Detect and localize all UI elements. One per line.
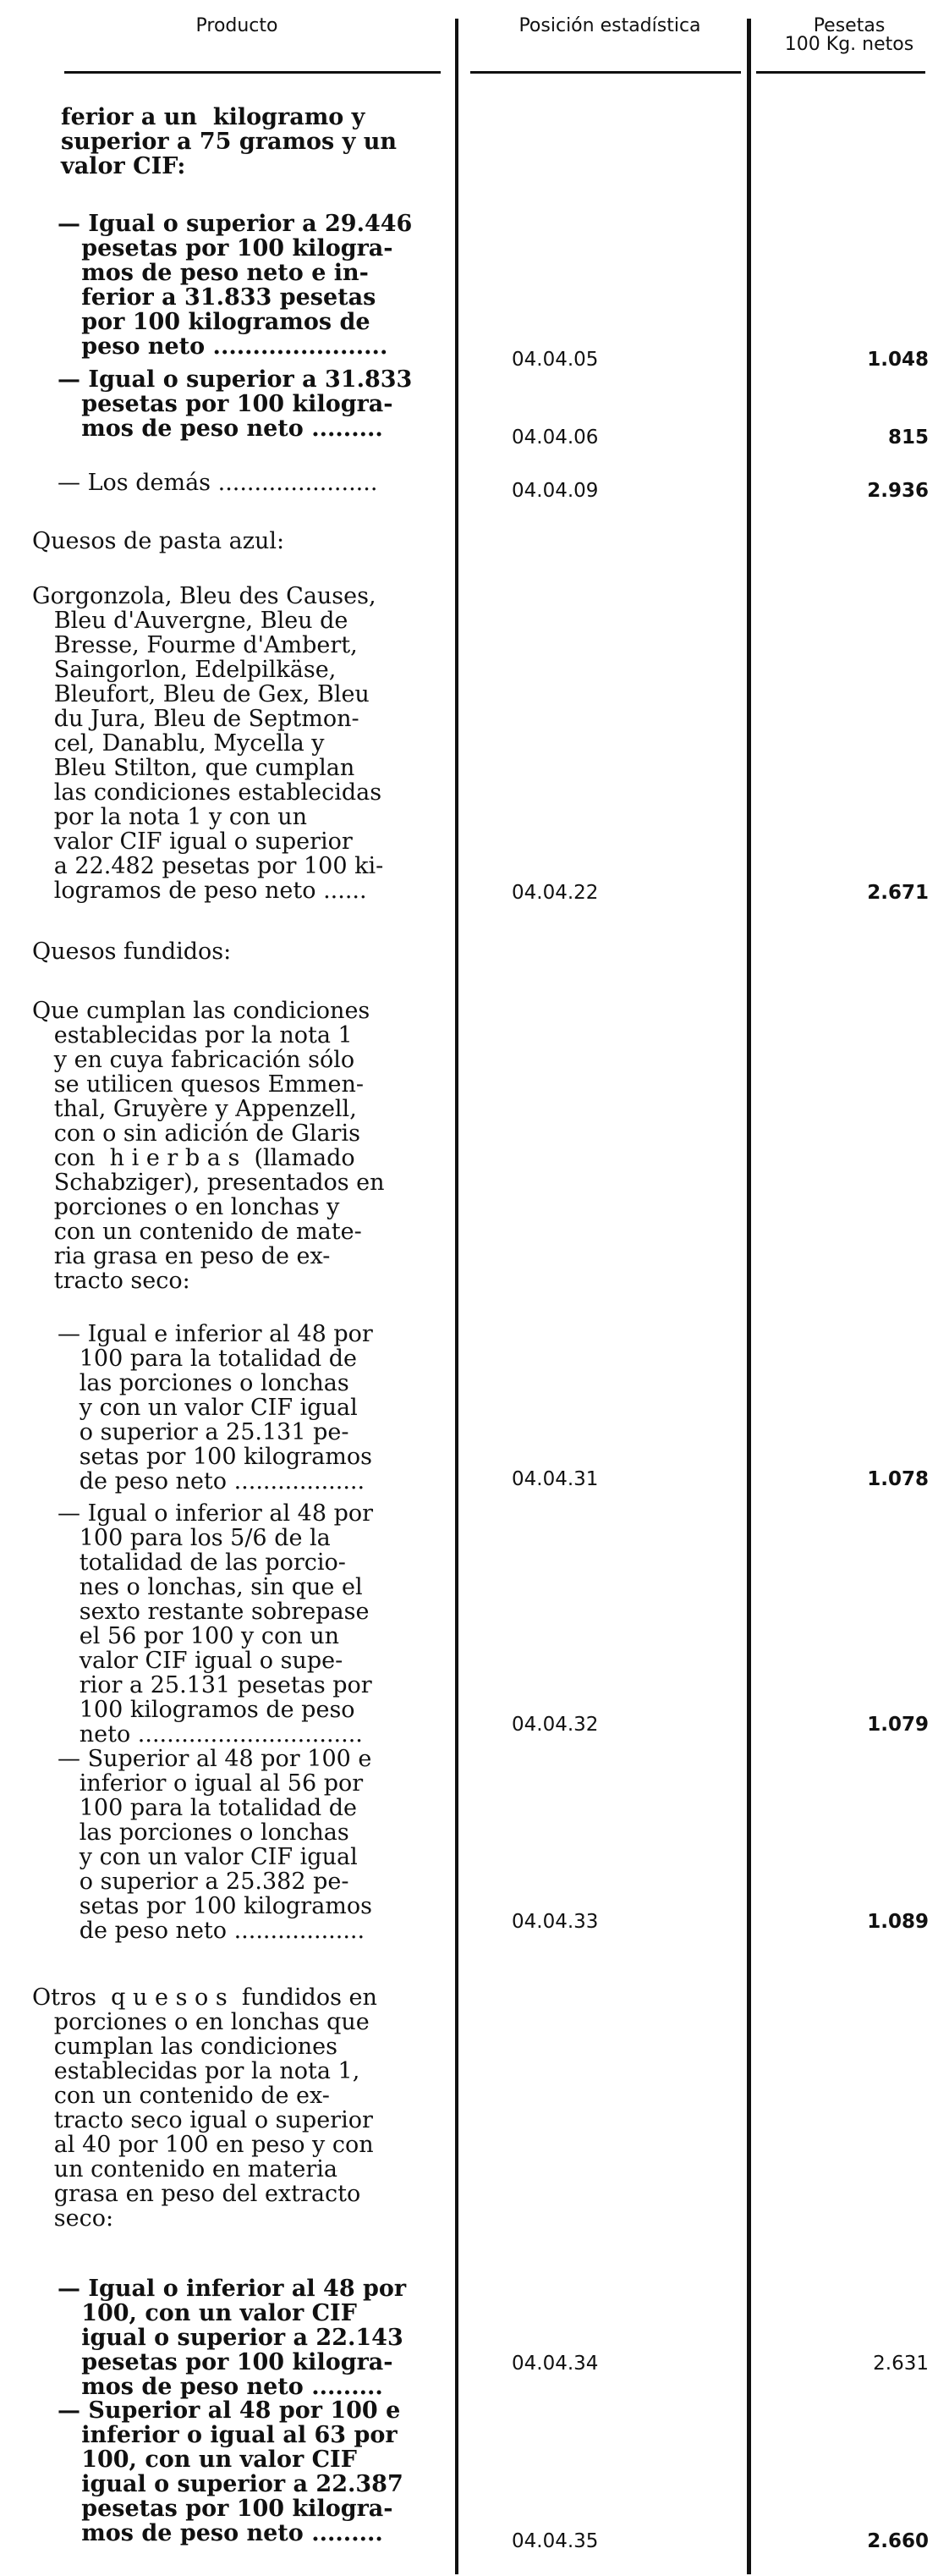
pesetas-value: 815 [887,427,929,449]
position-value: 04.04.22 [512,882,599,904]
text-block-cif-intro: ferior a un kilogramo y superior a 75 gramos y un valor CIF: [61,104,397,179]
position-value: 04.04.06 [512,427,599,449]
position-value: 04.04.32 [512,1714,599,1736]
header-pesetas-line2: 100 Kg. netos [784,34,914,55]
column-divider-2 [747,19,751,2574]
text-block-otros-quesos: Otros q u e s o s fundidos en porciones o en lonchas que cumplan las condiciones establecidas por la nota 1, con un contenido de ex- tracto seco igual o superior al 40 por 100 en peso y con un contenido en materia grasa en peso del extracto seco: [32,1984,377,2232]
pesetas-value: 1.089 [867,1911,929,1933]
header-pesetas-line1: Pesetas [813,15,886,36]
header-producto: Producto [195,15,278,36]
position-value: 04.04.05 [512,349,599,371]
text-block-gorgonzola: Gorgonzola, Bleu des Causes, Bleu d'Auvergne, Bleu de Bresse, Fourme d'Ambert, Saingorlon, Edelpilkäse, Bleufort, Bleu de Gex, Bleu du Jura, Bleu de Septmon- cel, Danablu, Mycella y Bleu Stilton, que cumplan las condiciones establecidas por la nota 1 y con un valor CIF igual o superior a 22.482 pesetas por 100 ki- logramos de peso neto ...... [32,583,384,904]
text-block-22387: — Superior al 48 por 100 e inferior o igual al 63 por 100, con un valor CIF igual o superior a 22.387 pesetas por 100 kilogra- mos de peso neto ......... [58,2397,403,2546]
position-value: 04.04.09 [512,480,599,502]
pesetas-value: 2.936 [867,480,929,502]
header-rule-producto [64,71,441,74]
pesetas-value: 2.631 [873,2353,929,2375]
text-block-emmenthal: Que cumplan las condiciones establecidas por la nota 1 y en cuya fabricación sólo se utilicen quesos Emmen- thal, Gruyère y Appenzell, con o sin adición de Glaris con h i e r b a s (llamado Schabziger), presentados en porciones o en lonchas y con un contenido de mate- ria grasa en peso de ex- tracto seco: [32,998,385,1294]
header-posicion: Posición estadística [518,15,701,36]
header-rule-posicion [470,71,741,74]
pesetas-value: 2.671 [867,882,929,904]
pesetas-value: 1.048 [867,349,929,371]
text-block-29446: — Igual o superior a 29.446 pesetas por 100 kilogra- mos de peso neto e in- ferior a 31.833 pesetas por 100 kilogramos de peso neto ...................... [58,211,413,360]
column-divider-1 [455,19,458,2574]
position-value: 04.04.34 [512,2353,599,2375]
position-value: 04.04.31 [512,1468,599,1490]
text-block-48-totalidad: — Igual e inferior al 48 por 100 para la totalidad de las porciones o lonchas y con un valor CIF igual o superior a 25.131 pe- setas por 100 kilogramos de peso neto .................. [58,1321,373,1494]
pesetas-value: 1.078 [867,1468,929,1490]
header-pesetas [754,17,944,54]
text-block-48-cinco-sextos: — Igual o inferior al 48 por 100 para los 5/6 de la totalidad de las porcio- nes o lonchas, sin que el sexto restante sobrepase el 56 por 100 y con un valor CIF igual o supe- rior a 25.131 pesetas por 100 kilogramos de peso neto ............................... [58,1500,374,1748]
heading-pasta-azul: Quesos de pasta azul: [32,528,285,554]
pesetas-value: 2.660 [867,2530,929,2552]
text-block-48-56: — Superior al 48 por 100 e inferior o igual al 56 por 100 para la totalidad de las porciones o lonchas y con un valor CIF igual o superior a 25.382 pe- setas por 100 kilogramos de peso neto .................. [58,1746,373,1944]
text-block-31833: — Igual o superior a 31.833 pesetas por 100 kilogra- mos de peso neto ......... [58,366,413,442]
header-rule-pesetas [756,71,925,74]
text-block-22143: — Igual o inferior al 48 por 100, con un valor CIF igual o superior a 22.143 pesetas por 100 kilogra- mos de peso neto ......... [58,2276,407,2400]
pesetas-value: 1.079 [867,1714,929,1736]
position-value: 04.04.35 [512,2530,599,2552]
heading-quesos-fundidos: Quesos fundidos: [32,938,232,965]
text-block-los-demas: — Los demás ...................... [58,470,378,496]
position-value: 04.04.33 [512,1911,599,1933]
